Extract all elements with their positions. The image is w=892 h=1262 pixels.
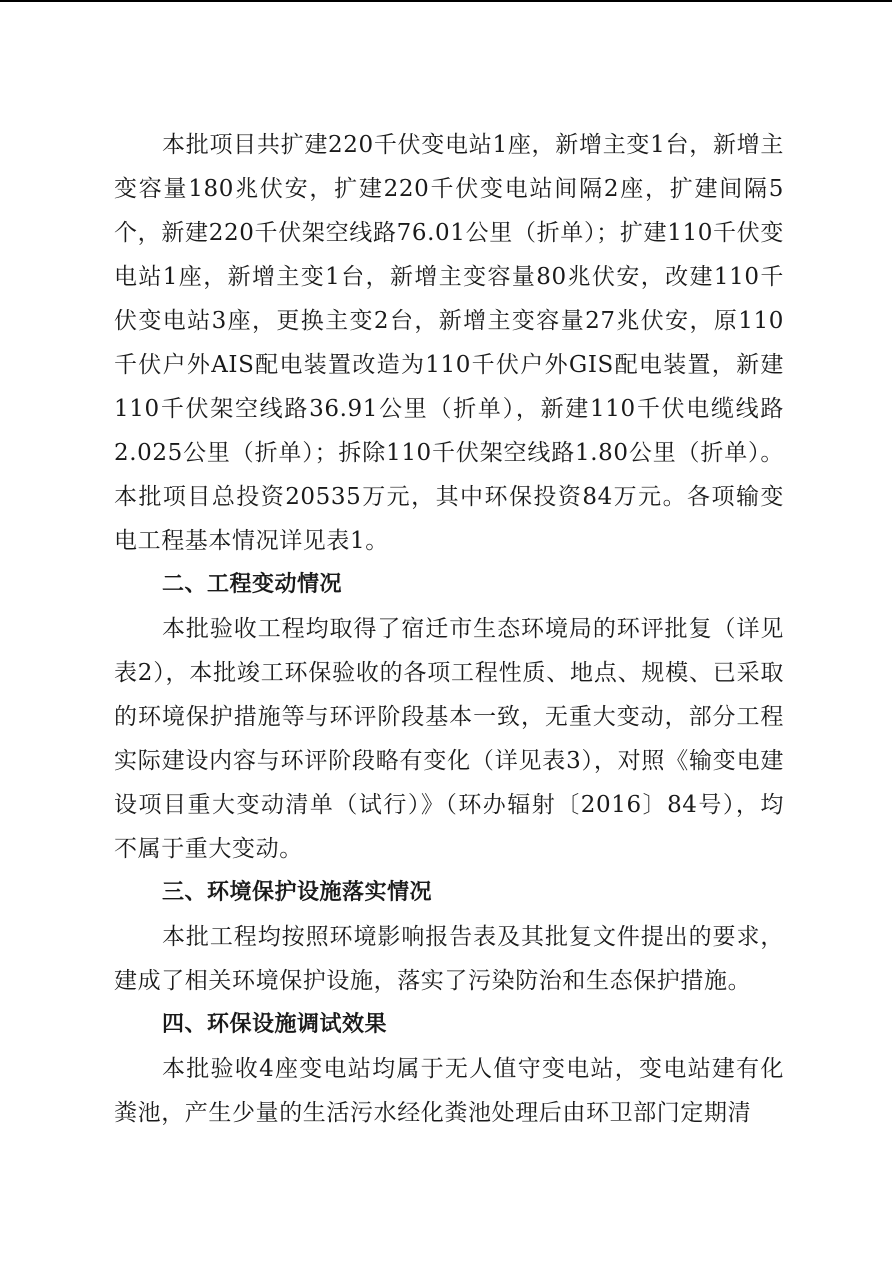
project-changes-paragraph: 本批验收工程均取得了宿迁市生态环境局的环评批复（详见表2），本批竣工环保验收的各项工程性质、地点、规模、已采取的环境保护措施等与环评阶段基本一致，无重大变动，部分工程实际建设内容与环评阶段略有变化（详见表3），对照《输变电建设项目重大变动清单（试行）》（环办辐射〔2016〕84号），均不属于重大变动。 [114, 616, 784, 862]
env-facilities-paragraph: 本批工程均按照环境影响报告表及其批复文件提出的要求，建成了相关环境保护设施，落实了污染防治和生态保护措施。 [114, 924, 784, 994]
section-heading-debug-effect: 四、环保设施调试效果 [162, 1012, 388, 1037]
section-heading-project-changes: 二、工程变动情况 [162, 572, 343, 597]
document-body [114, 123, 784, 1135]
top-border-line [0, 0, 892, 2]
project-overview-paragraph: 本批项目共扩建220千伏变电站1座，新增主变1台，新增主变容量180兆伏安，扩建220千伏变电站间隔2座，扩建间隔5个，新建220千伏架空线路76.01公里（折单）；扩建110千伏变电站1座，新增主变1台，新增主变容量80兆伏安，改建110千伏变电站3座，更换主变2台，新增主变容量27兆伏安，原110千伏户外AIS配电装置改造为110千伏户外GIS配电装置，新建110千伏架空线路36.91公里（折单），新建110千伏电缆线路2.025公里（折单）；拆除110千伏架空线路1.80公里（折单）。本批项目总投资20535万元，其中环保投资84万元。各项输变电工程基本情况详见表1。 [114, 132, 784, 554]
section-heading-env-facilities: 三、环境保护设施落实情况 [162, 880, 433, 905]
debug-effect-paragraph: 本批验收4座变电站均属于无人值守变电站，变电站建有化粪池，产生少量的生活污水经化粪池处理后由环卫部门定期清 [114, 1056, 784, 1126]
